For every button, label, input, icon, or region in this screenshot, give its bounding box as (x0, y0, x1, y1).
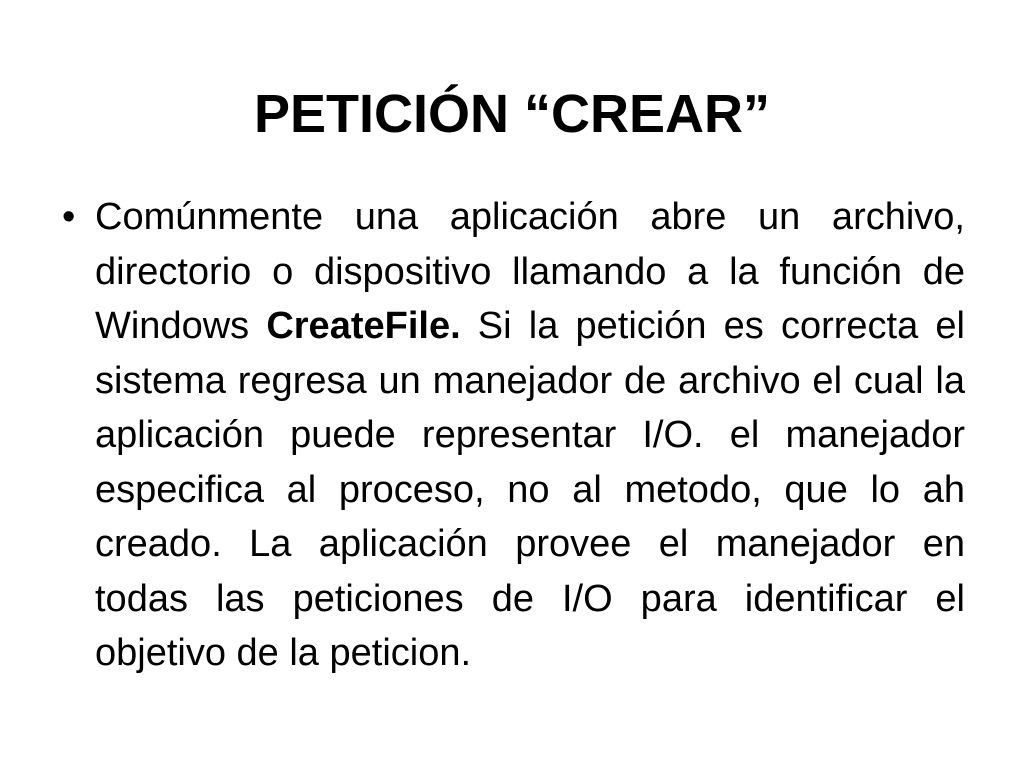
bullet-icon: • (62, 196, 76, 238)
slide-title: PETICIÓN “CREAR” (253, 84, 771, 144)
bullet-text-before: Comúnmente una aplicación abre un archivo, directorio o dispositivo llamando a la función de Windows (95, 196, 965, 347)
bullet-item (60, 190, 965, 681)
slide-body (60, 190, 965, 681)
bullet-text (95, 190, 965, 681)
bullet-text-bold: CreateFile. (266, 305, 461, 347)
bullet-text-after: Si la petición es correcta el sistema regresa un manejador de archivo el cual la aplicación puede representar I/O. el manejador especifica al proceso, no al metodo, que lo ah creado. La aplicación provee el manejador en todas las peticiones de I/O para identificar el objetivo de la peticion. (95, 305, 965, 674)
